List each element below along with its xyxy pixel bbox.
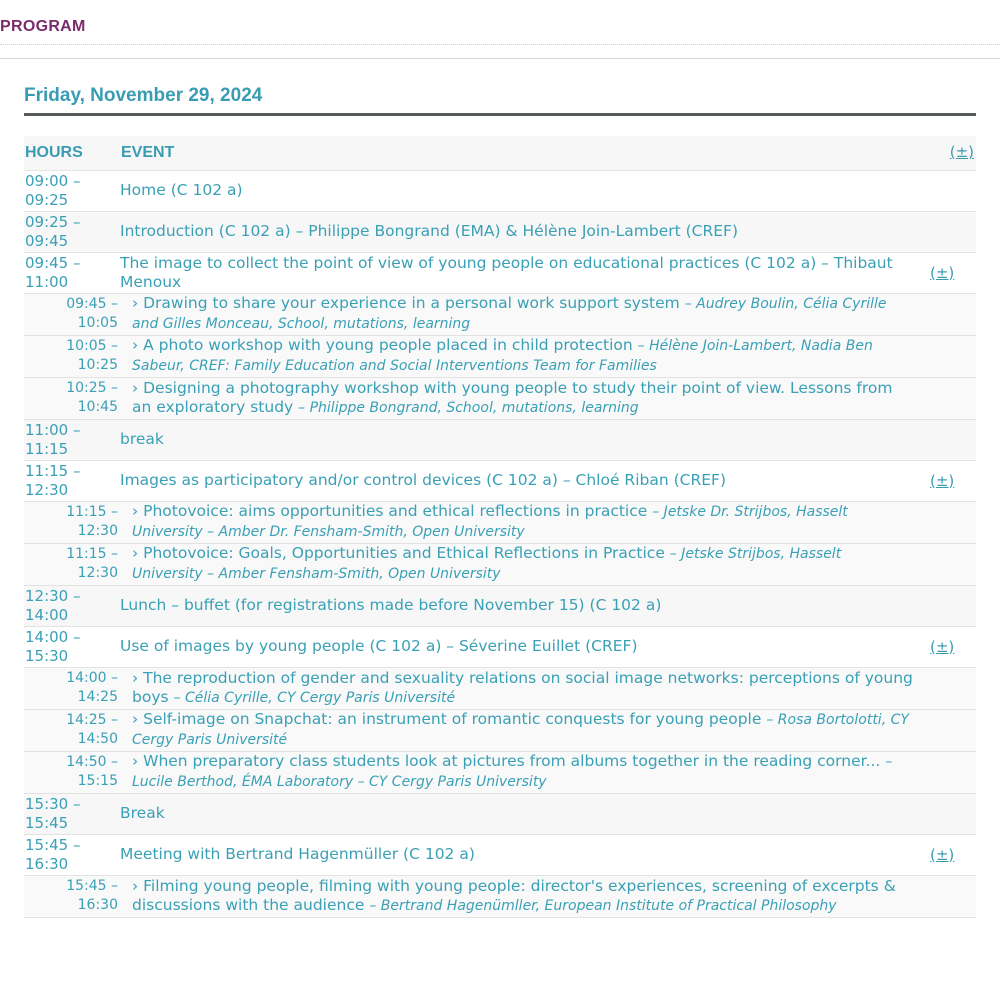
session-row <box>24 170 976 211</box>
expand-session-toggle[interactable]: (±) <box>930 845 955 864</box>
talk-title: › Self-image on Snapchat: an instrument of romantic conquests for young people <box>132 710 762 728</box>
toggle-cell <box>930 252 976 293</box>
talk-row <box>24 293 976 335</box>
expand-all-toggle[interactable]: (±) <box>949 143 974 162</box>
event-column-header: EVENT <box>121 143 175 161</box>
session-title: Lunch – buffet (for registrations made before November 15) (C 102 a) <box>120 596 662 614</box>
talk-row <box>24 709 976 751</box>
talk-row <box>24 667 976 709</box>
talk-authors: – Lucile Berthod, ÉMA Laboratory – CY Cergy Paris University <box>132 754 893 790</box>
time-cell <box>24 626 120 667</box>
toggle-cell <box>930 543 976 585</box>
toggle-cell <box>930 170 976 211</box>
talk-authors: – Célia Cyrille, CY Cergy Paris Université <box>173 689 456 706</box>
time-cell <box>24 252 120 293</box>
end-time: 16:30 <box>77 897 118 913</box>
session-row <box>24 419 976 460</box>
start-time: 15:30 – <box>25 794 81 813</box>
talk-title: › Filming young people, filming with young people: director's experiences, screening of excerpts & discussions with the audience <box>132 876 896 914</box>
hours-column-header: HOURS <box>25 143 83 161</box>
talk-row <box>24 501 976 543</box>
page-header <box>0 0 1000 60</box>
start-time: 10:25 – <box>66 380 118 396</box>
toggle-cell <box>930 626 976 667</box>
end-time: 10:45 <box>77 399 118 415</box>
end-time: 14:25 <box>77 689 118 705</box>
start-time: 15:45 – <box>66 878 118 894</box>
event-cell <box>120 211 930 252</box>
toggle-cell <box>930 793 976 834</box>
start-time: 14:25 – <box>66 712 118 728</box>
time-cell <box>24 293 120 335</box>
toggle-cell <box>930 211 976 252</box>
session-title: The image to collect the point of view of young people on educational practices (C 102 a) – Thibaut Menoux <box>120 253 893 291</box>
end-time: 10:25 <box>77 357 118 373</box>
toggle-cell <box>930 501 976 543</box>
start-time: 10:05 – <box>66 338 118 354</box>
talk-row <box>24 377 976 419</box>
start-time: 14:00 – <box>25 627 81 646</box>
talk-row <box>24 335 976 377</box>
session-title: Home (C 102 a) <box>120 181 243 199</box>
end-time: 09:45 <box>25 231 69 250</box>
event-cell <box>120 834 930 875</box>
event-cell <box>120 667 930 709</box>
talk-row <box>24 751 976 793</box>
end-time: 09:25 <box>25 190 69 209</box>
end-time: 12:30 <box>77 565 118 581</box>
start-time: 11:00 – <box>25 420 81 439</box>
expand-session-toggle[interactable]: (±) <box>930 637 955 656</box>
talk-row <box>24 543 976 585</box>
time-cell <box>24 875 120 917</box>
start-time: 12:30 – <box>25 586 81 605</box>
end-time: 11:15 <box>25 439 69 458</box>
start-time: 11:15 – <box>25 461 81 480</box>
event-cell <box>120 170 930 211</box>
time-cell <box>24 751 120 793</box>
talk-row <box>24 875 976 917</box>
event-cell <box>120 543 930 585</box>
header-divider <box>0 58 1000 59</box>
session-row <box>24 252 976 293</box>
time-cell <box>24 793 120 834</box>
event-cell <box>120 252 930 293</box>
table-header-row <box>24 136 976 170</box>
start-time: 14:00 – <box>66 670 118 686</box>
time-cell <box>24 543 120 585</box>
event-cell <box>120 335 930 377</box>
toggle-cell <box>930 834 976 875</box>
expand-all-cell <box>930 136 976 170</box>
event-cell <box>120 585 930 626</box>
start-time: 15:45 – <box>25 835 81 854</box>
talk-authors: – Rosa Bortolotti, CY Cergy Paris Université <box>132 712 909 748</box>
event-cell <box>120 709 930 751</box>
end-time: 15:15 <box>77 773 118 789</box>
start-time: 14:50 – <box>66 754 118 770</box>
time-cell <box>24 335 120 377</box>
session-title: Introduction (C 102 a) – Philippe Bongrand (EMA) & Hélène Join-Lambert (CREF) <box>120 222 739 240</box>
start-time: 11:15 – <box>66 504 118 520</box>
session-title: Use of images by young people (C 102 a) – Séverine Euillet (CREF) <box>120 637 638 655</box>
toggle-cell <box>930 293 976 335</box>
talk-title: › Drawing to share your experience in a personal work support system <box>132 294 680 312</box>
end-time: 11:00 <box>25 272 69 291</box>
talk-title: › Photovoice: Goals, Opportunities and Ethical Reflections in Practice <box>132 544 665 562</box>
session-row <box>24 793 976 834</box>
session-title: Images as participatory and/or control devices (C 102 a) – Chloé Riban (CREF) <box>120 471 726 489</box>
start-time: 09:00 – <box>25 171 81 190</box>
time-cell <box>24 377 120 419</box>
time-cell <box>24 170 120 211</box>
start-time: 09:45 – <box>66 296 118 312</box>
session-title: break <box>120 430 164 448</box>
event-cell <box>120 751 930 793</box>
time-cell <box>24 460 120 501</box>
toggle-cell <box>930 709 976 751</box>
time-cell <box>24 834 120 875</box>
end-time: 14:00 <box>25 605 69 624</box>
event-cell <box>120 793 930 834</box>
program-title: PROGRAM <box>0 18 86 35</box>
time-cell <box>24 709 120 751</box>
end-time: 10:05 <box>77 315 118 331</box>
expand-session-toggle[interactable]: (±) <box>930 471 955 490</box>
talk-authors: – Jetske Dr. Strijbos, Hasselt University – Amber Dr. Fensham-Smith, Open University <box>132 504 848 540</box>
talk-title: › When preparatory class students look at pictures from albums together in the reading corner... <box>132 752 881 770</box>
talk-title: › Designing a photography workshop with young people to study their point of view. Lessons from an exploratory study <box>132 378 893 416</box>
event-cell <box>120 293 930 335</box>
talk-authors: – Bertrand Hagenümller, European Institute of Practical Philosophy <box>369 897 837 914</box>
end-time: 12:30 <box>77 523 118 539</box>
event-cell <box>120 626 930 667</box>
event-cell <box>120 875 930 917</box>
session-row <box>24 211 976 252</box>
event-cell <box>120 419 930 460</box>
program-content <box>24 84 976 918</box>
toggle-cell <box>930 667 976 709</box>
toggle-cell <box>930 377 976 419</box>
time-cell <box>24 211 120 252</box>
time-cell <box>24 667 120 709</box>
schedule-table <box>24 136 976 918</box>
session-row <box>24 834 976 875</box>
time-cell <box>24 419 120 460</box>
toggle-cell <box>930 335 976 377</box>
session-title: Meeting with Bertrand Hagenmüller (C 102 a) <box>120 845 475 863</box>
end-time: 15:30 <box>25 646 69 665</box>
talk-title: › Photovoice: aims opportunities and ethical reflections in practice <box>132 502 648 520</box>
toggle-cell <box>930 585 976 626</box>
talk-authors: – Philippe Bongrand, School, mutations, learning <box>298 399 639 416</box>
end-time: 16:30 <box>25 854 69 873</box>
talk-title: › The reproduction of gender and sexuality relations on social image networks: perceptions of young boys <box>132 668 913 706</box>
time-cell <box>24 585 120 626</box>
end-time: 15:45 <box>25 813 69 832</box>
event-cell <box>120 501 930 543</box>
end-time: 12:30 <box>25 480 69 499</box>
event-cell <box>120 460 930 501</box>
toggle-cell <box>930 460 976 501</box>
event-cell <box>120 377 930 419</box>
session-row <box>24 460 976 501</box>
header-dotted-divider <box>0 44 1000 45</box>
talk-title: › A photo workshop with young people placed in child protection <box>132 336 633 354</box>
session-row <box>24 626 976 667</box>
start-time: 11:15 – <box>66 546 118 562</box>
toggle-cell <box>930 751 976 793</box>
time-cell <box>24 501 120 543</box>
end-time: 14:50 <box>77 731 118 747</box>
talk-authors: – Jetske Strijbos, Hasselt University – Amber Fensham-Smith, Open University <box>132 546 842 582</box>
start-time: 09:25 – <box>25 212 81 231</box>
session-row <box>24 585 976 626</box>
expand-session-toggle[interactable]: (±) <box>930 263 955 282</box>
session-title: Break <box>120 804 165 822</box>
talk-authors: – Hélène Join-Lambert, Nadia Ben Sabeur, CREF: Family Education and Social Interventions Team for Families <box>132 338 873 374</box>
day-heading: Friday, November 29, 2024 <box>24 84 976 116</box>
toggle-cell <box>930 419 976 460</box>
talk-authors: – Audrey Boulin, Célia Cyrille and Gilles Monceau, School, mutations, learning <box>132 296 887 332</box>
toggle-cell <box>930 875 976 917</box>
start-time: 09:45 – <box>25 253 81 272</box>
